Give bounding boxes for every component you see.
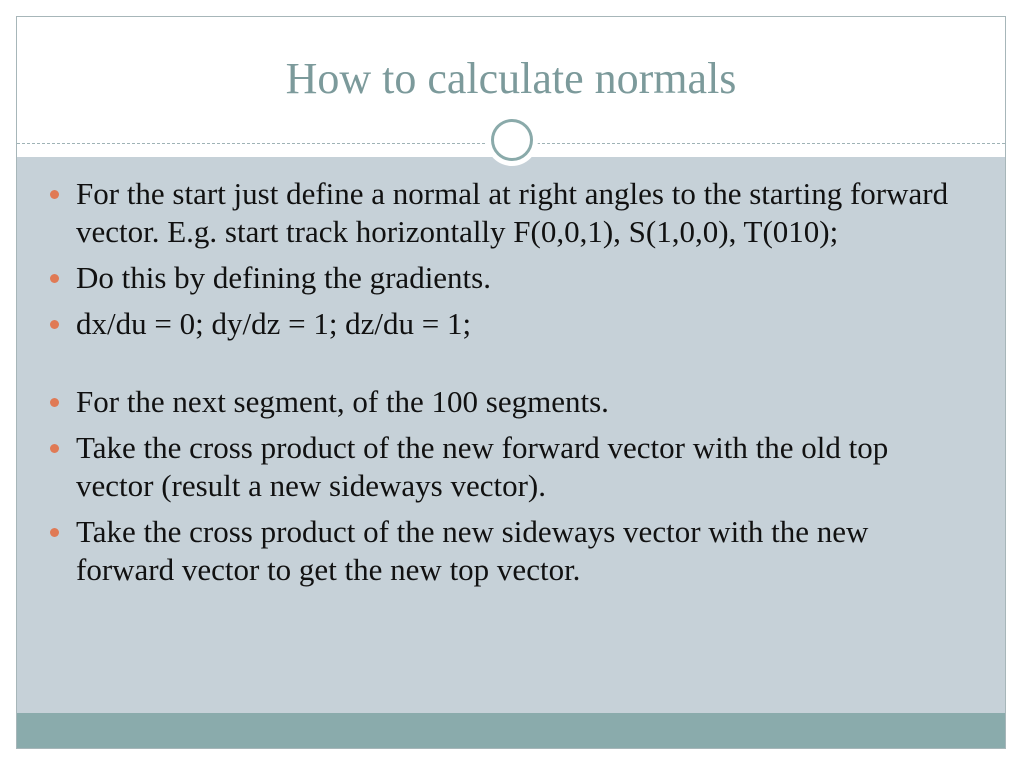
bullet-dot-icon (50, 398, 59, 407)
bullet-item (17, 429, 1005, 505)
bullet-dot-icon (50, 190, 59, 199)
bullet-list (17, 175, 1005, 597)
bullet-text: Take the cross product of the new sideways vector with the new forward vector to get the new top vector. (76, 514, 869, 587)
bullet-item (17, 259, 1005, 297)
bullet-dot-icon (50, 528, 59, 537)
bullet-text: Do this by defining the gradients. (76, 260, 491, 295)
bullet-dot-icon (50, 274, 59, 283)
bullet-text: Take the cross product of the new forward vector with the old top vector (result a new sideways vector). (76, 430, 889, 503)
slide (16, 16, 1006, 749)
bullet-dot-icon (50, 320, 59, 329)
bullet-dot-icon (50, 444, 59, 453)
bullet-item (17, 305, 1005, 343)
footer-band (17, 713, 1005, 748)
bullet-item (17, 383, 1005, 421)
bullet-text: dx/du = 0; dy/dz = 1; dz/du = 1; (76, 306, 472, 341)
circle-ornament-icon (486, 114, 538, 166)
circle-ornament-inner (491, 119, 533, 161)
bullet-text: For the next segment, of the 100 segments. (76, 384, 609, 419)
bullet-text: For the start just define a normal at right angles to the starting forward vector. E.g. start track horizontally F(0,0,1), S(1,0,0), T(010); (76, 176, 949, 249)
slide-title: How to calculate normals (285, 54, 737, 103)
bullet-item (17, 513, 1005, 589)
bullet-item (17, 175, 1005, 251)
